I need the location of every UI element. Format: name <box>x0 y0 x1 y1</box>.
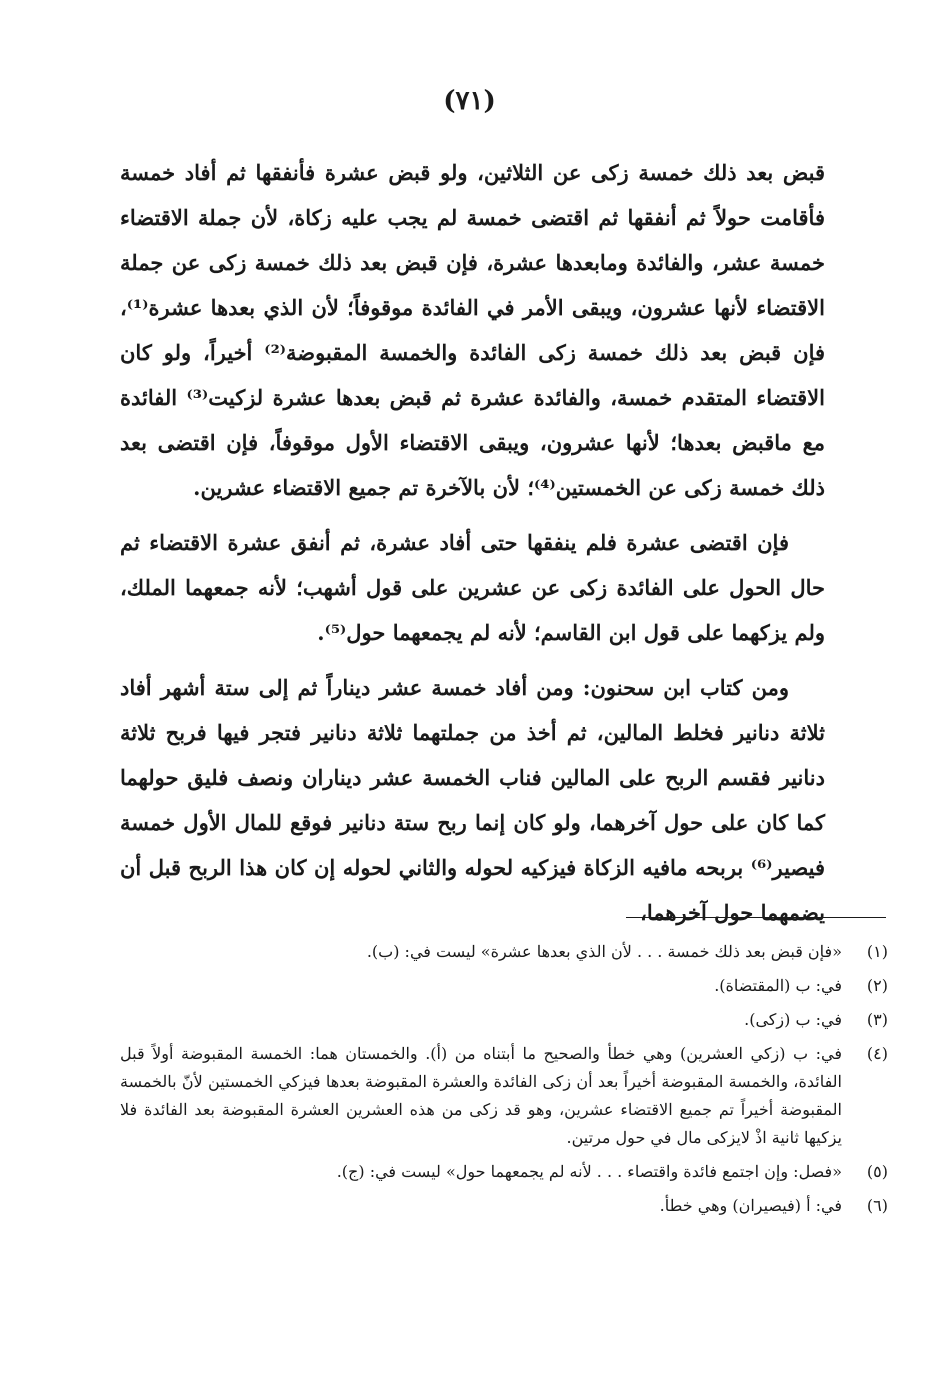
main-text <box>120 150 825 945</box>
footnote <box>120 972 888 1000</box>
footnote-text: في: ب (المقتضاة). <box>714 976 842 995</box>
footnote-text: في: ب (زكي العشرين) وهي خطأ والصحيح ما أبتناه من (أ). والخمستان هما: الخمسة المقبوضة أولاً قبل الفائدة، والخمسة المقبوضة أخيراً بعد أن زكى الفائدة والعشرة المقبوضة بعدها فيزكي الخمستين لأنّ بالخمسة المقبوضة أخيراً تم جميع الاقتضاء عشرين، وهو قد زكى من هذه العشرين العشرة المقبوضة بعد الفائدة فلا يزكيها ثانية اذْ لايزكى مال في حول مرتين. <box>120 1044 842 1147</box>
footnote-text: «فصل: وإن اجتمع فائدة واقتصاء . . . لأنه لم يجمعهما حول» ليست في: (ج). <box>336 1162 842 1181</box>
footnote-number: (١) <box>866 942 888 961</box>
paragraph-1: قبض بعد ذلك خمسة زكى عن الثلاثين، ولو قبض عشرة فأنفقها ثم أفاد خمسة فأقامت حولاً ثم أنفقها ثم اقتضى خمسة لم يجب عليه زكاة، لأن جملة الاقتضاء خمسة عشر، والفائدة ومابعدها عشرة، فإن قبض بعد ذلك خمسة زكى عن جملة الاقتضاء لأنها عشرون، ويبقى الأمر في الفائدة موقوفاً؛ لأن الذي بعدها عشرة⁽¹⁾، فإن قبض بعد ذلك خمسة زكى الفائدة والخمسة المقبوضة⁽²⁾ أخيراً، ولو كان الاقتضاء المتقدم خمسة، والفائدة عشرة ثم قبض بعدها عشرة لزكيت⁽³⁾ الفائدة مع ماقبض بعدها؛ لأنها عشرون، ويبقى الاقتضاء الأول موقوفاً، فإن اقتضى بعد ذلك خمسة زكى عن الخمستين⁽⁴⁾؛ لأن بالآخرة تم جميع الاقتضاء عشرين. <box>120 160 826 500</box>
footnote-text: في: ب (زكى). <box>744 1010 842 1029</box>
footnote-number: (٤) <box>866 1044 888 1063</box>
footnote <box>120 1040 888 1152</box>
footnote-text: «فإن قبض بعد ذلك خمسة . . . لأن الذي بعدها عشرة» ليست في: (ب). <box>366 942 842 961</box>
footnote-text: في: أ (فيصيران) وهي خطأ. <box>659 1196 842 1215</box>
footnote-number: (٣) <box>866 1010 888 1029</box>
footnote <box>120 938 888 966</box>
paragraph-2: فإن اقتضى عشرة فلم ينفقها حتى أفاد عشرة، ثم أنفق عشرة الاقتضاء ثم حال الحول على الفائدة زكى عن عشرين على قول أشهب؛ لأنه جمعهما الملك، ولم يزكهما على قول ابن القاسم؛ لأنه لم يجمعهما حول⁽⁵⁾. <box>120 530 825 645</box>
page-number: (٧١) <box>443 86 496 116</box>
footnote-number: (٥) <box>866 1162 888 1181</box>
paragraph-3: ومن كتاب ابن سحنون: ومن أفاد خمسة عشر ديناراً ثم إلى ستة أشهر أفاد ثلاثة دنانير فخلط المالين، ثم أخذ من جملتهما ثلاثة دنانير فتجر فيها فربح ثلاثة دنانير فقسم الربح على المالين فناب الخمسة عشر ديناران ونصف فليق حولهما كما كان على حول آخرهما، ولو كان إنما ربح ستة دنانير فوقع للمال الأول خمسة فيصير⁽⁶⁾ بربحه مافيه الزكاة فيزكيه لحوله والثاني لحوله إن كان هذا الربح قبل أن يضمهما حول آخرهما، <box>120 675 825 925</box>
footnote <box>120 1192 888 1220</box>
footnote-number: (٦) <box>866 1196 888 1215</box>
footnote <box>120 1158 888 1186</box>
footnotes <box>120 938 888 1226</box>
footnote-separator <box>626 917 886 918</box>
footnote <box>120 1006 888 1034</box>
footnote-number: (٢) <box>866 976 888 995</box>
